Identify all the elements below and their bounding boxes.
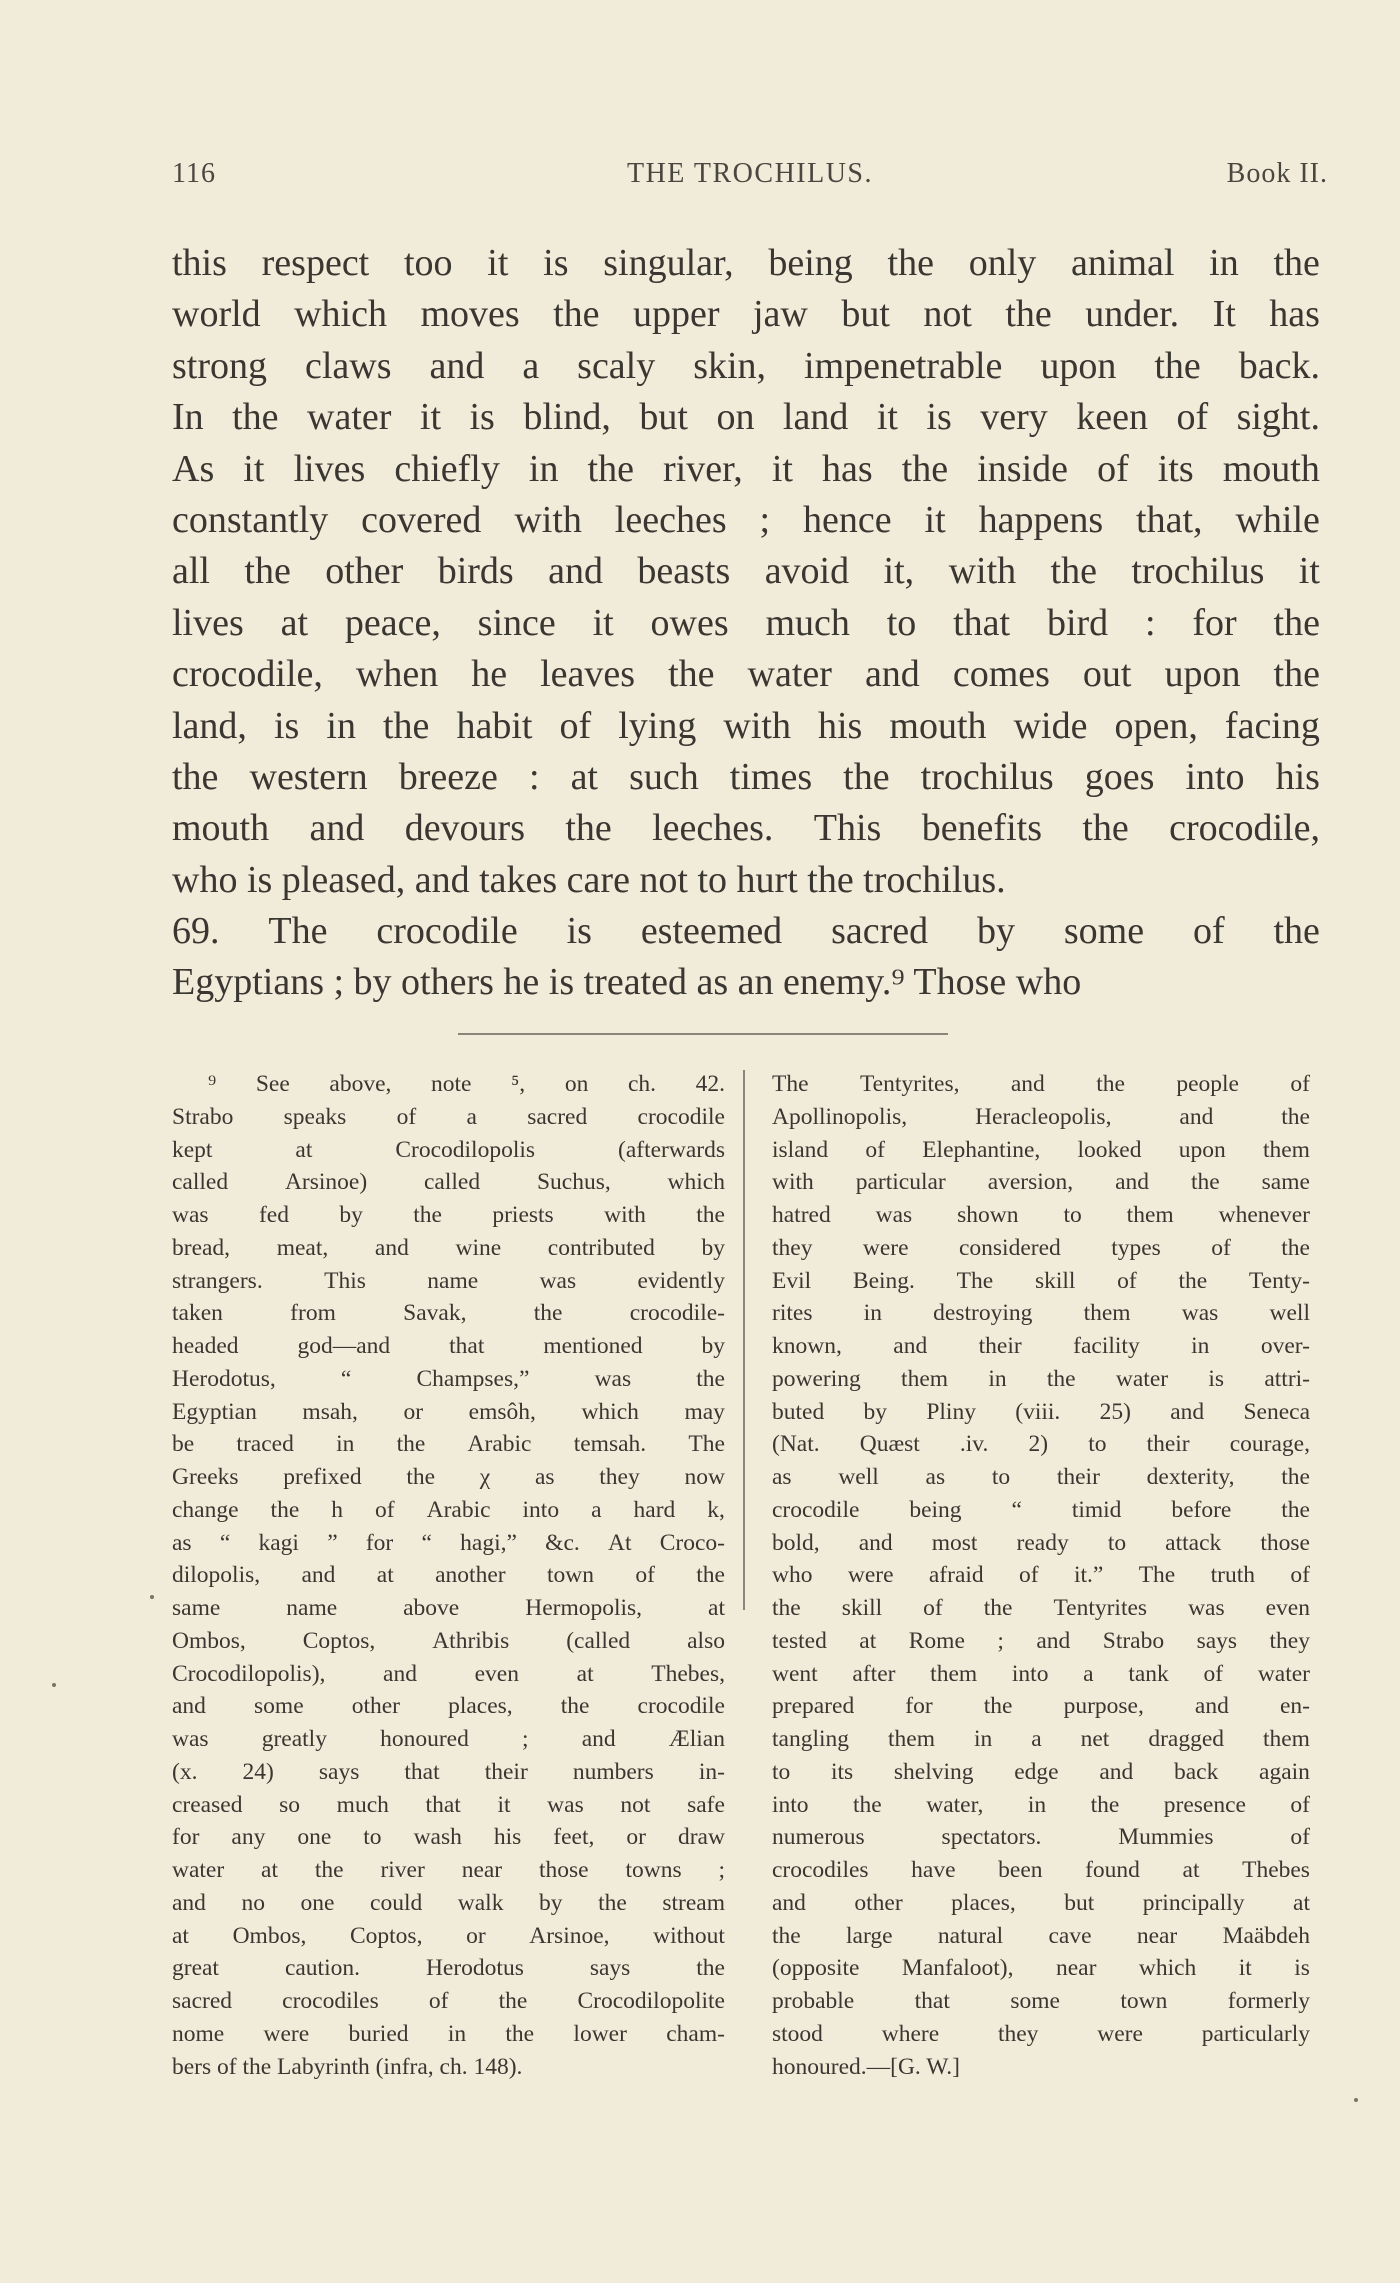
- footnote-right-line: numerous spectators. Mummies of: [772, 1824, 1310, 1851]
- footnote-right-line: the large natural cave near Maäbdeh: [772, 1922, 1310, 1949]
- footnote-right-line: into the water, in the presence of: [772, 1791, 1310, 1818]
- footnote-right-line: rites in destroying them was well: [772, 1300, 1310, 1327]
- footnote-right-line: (Nat. Quæst .iv. 2) to their courage,: [772, 1431, 1310, 1458]
- footnote-left-column: [172, 1068, 725, 2083]
- footnote-left-line: Egyptian msah, or emsôh, which may: [172, 1398, 725, 1425]
- footnote-right-line: as well as to their dexterity, the: [772, 1464, 1310, 1490]
- main-text-line: constantly covered with leeches ; hence it happens that, while: [172, 498, 1320, 541]
- main-text-line: who is pleased, and takes care not to hurt the trochilus.: [172, 858, 1006, 901]
- footnote-rule: [458, 1033, 948, 1035]
- footnote-left-line: for any one to wash his feet, or draw: [172, 1824, 725, 1851]
- footnote-right-line: Evil Being. The skill of the Tenty-: [772, 1267, 1310, 1294]
- footnote-right-column: [772, 1068, 1310, 2083]
- footnote-left-line: headed god—and that mentioned by: [172, 1333, 725, 1359]
- footnote-left-line: taken from Savak, the crocodile-: [172, 1300, 725, 1327]
- column-separator: [743, 1070, 745, 1610]
- footnote-right-line: the skill of the Tentyrites was even: [772, 1595, 1310, 1621]
- footnote-right-line: to its shelving edge and back again: [772, 1758, 1310, 1785]
- footnote-left-line: same name above Hermopolis, at: [172, 1595, 725, 1621]
- main-text-line: In the water it is blind, but on land it is very keen of sight.: [172, 396, 1320, 439]
- footnote-right-line: they were considered types of the: [772, 1234, 1310, 1261]
- footnote-left-line: (x. 24) says that their numbers in-: [172, 1758, 725, 1785]
- footnote-right-line: tangling them in a net dragged them: [772, 1726, 1310, 1752]
- footnote-left-line: water at the river near those towns ;: [172, 1857, 725, 1883]
- main-text-line: land, is in the habit of lying with his mouth wide open, facing: [172, 704, 1320, 747]
- main-text-block: [172, 238, 1320, 1009]
- page-speck: [1354, 2098, 1358, 2102]
- footnote-right-line: crocodile being “ timid before the: [772, 1496, 1310, 1523]
- main-text-line: Egyptians ; by others he is treated as an enemy.⁹ Those who: [172, 961, 1082, 1004]
- footnote-right-line: Apollinopolis, Heracleopolis, and the: [772, 1103, 1310, 1130]
- main-text-line: the western breeze : at such times the trochilus goes into his: [172, 755, 1320, 798]
- footnote-left-line: Crocodilopolis), and even at Thebes,: [172, 1660, 725, 1687]
- main-text-line: all the other birds and beasts avoid it, with the trochilus it: [172, 550, 1320, 593]
- main-text-line: this respect too it is singular, being the only animal in the: [172, 242, 1320, 284]
- footnote-left-line: great caution. Herodotus says the: [172, 1955, 725, 1982]
- footnote-left-line: bers of the Labyrinth (infra, ch. 148).: [172, 2053, 523, 2080]
- footnote-left-line: and no one could walk by the stream: [172, 1889, 725, 1916]
- footnote-right-line: powering them in the water is attri-: [772, 1365, 1310, 1392]
- footnote-left-line: dilopolis, and at another town of the: [172, 1562, 725, 1589]
- footnote-left-line: was greatly honoured ; and Ælian: [172, 1726, 725, 1752]
- footnote-left-line: creased so much that it was not safe: [172, 1791, 725, 1818]
- footnote-left-line: sacred crocodiles of the Crocodilopolite: [172, 1988, 725, 2014]
- footnote-left-line: ⁹ See above, note ⁵, on ch. 42.: [208, 1071, 725, 1097]
- footnote-right-line: known, and their facility in over-: [772, 1333, 1310, 1359]
- footnote-left-line: kept at Crocodilopolis (afterwards: [172, 1136, 725, 1163]
- main-text-line: mouth and devours the leeches. This benefits the crocodile,: [172, 807, 1320, 850]
- footnote-left-line: change the h of Arabic into a hard k,: [172, 1496, 725, 1523]
- footnote-left-line: Strabo speaks of a sacred crocodile: [172, 1103, 725, 1130]
- main-text-line: strong claws and a scaly skin, impenetrable upon the back.: [172, 344, 1320, 387]
- footnote-left-line: Greeks prefixed the χ as they now: [172, 1464, 725, 1490]
- footnote-left-line: called Arsinoe) called Suchus, which: [172, 1169, 725, 1196]
- footnote-right-line: honoured.—[G. W.]: [772, 2053, 960, 2080]
- footnote-right-line: (opposite Manfaloot), near which it is: [772, 1955, 1310, 1982]
- footnote-left-line: be traced in the Arabic temsah. The: [172, 1431, 725, 1458]
- footnote-right-line: went after them into a tank of water: [772, 1660, 1310, 1687]
- footnote-right-line: hatred was shown to them whenever: [772, 1202, 1310, 1228]
- main-text-line: crocodile, when he leaves the water and comes out upon the: [172, 653, 1320, 696]
- footnote-right-line: island of Elephantine, looked upon them: [772, 1136, 1310, 1163]
- footnote-right-line: probable that some town formerly: [772, 1988, 1310, 2014]
- footnote-right-line: stood where they were particularly: [772, 2020, 1310, 2047]
- footnote-left-line: at Ombos, Coptos, or Arsinoe, without: [172, 1922, 725, 1949]
- footnote-right-line: tested at Rome ; and Strabo says they: [772, 1627, 1310, 1654]
- main-text-line: lives at peace, since it owes much to that bird : for the: [172, 601, 1320, 644]
- footnote-right-line: and other places, but principally at: [772, 1889, 1310, 1916]
- footnote-right-line: with particular aversion, and the same: [772, 1169, 1310, 1196]
- footnote-right-line: bold, and most ready to attack those: [772, 1529, 1310, 1556]
- page-speck: [150, 1595, 154, 1599]
- footnote-right-line: buted by Pliny (viii. 25) and Seneca: [772, 1398, 1310, 1425]
- main-text-line: world which moves the upper jaw but not the under. It has: [172, 293, 1320, 336]
- footnote-right-line: who were afraid of it.” The truth of: [772, 1562, 1310, 1589]
- main-text-line: 69. The crocodile is esteemed sacred by some of the: [172, 910, 1320, 953]
- book-label: Book II.: [1226, 158, 1328, 189]
- page-number: 116: [172, 158, 216, 189]
- footnote-left-line: and some other places, the crocodile: [172, 1693, 725, 1720]
- page-speck: [52, 1683, 56, 1687]
- footnote-left-line: Herodotus, “ Champses,” was the: [172, 1365, 725, 1392]
- running-header: [172, 158, 1328, 198]
- footnote-left-line: as “ kagi ” for “ hagi,” &c. At Croco-: [172, 1529, 725, 1556]
- footnote-left-line: strangers. This name was evidently: [172, 1267, 725, 1294]
- footnote-right-line: The Tentyrites, and the people of: [772, 1071, 1310, 1097]
- footnote-left-line: Ombos, Coptos, Athribis (called also: [172, 1627, 725, 1654]
- running-title: THE TROCHILUS.: [626, 158, 874, 189]
- footnote-left-line: bread, meat, and wine contributed by: [172, 1234, 725, 1261]
- footnote-right-line: crocodiles have been found at Thebes: [772, 1857, 1310, 1883]
- main-text-line: As it lives chiefly in the river, it has the inside of its mouth: [172, 447, 1320, 490]
- footnote-left-line: was fed by the priests with the: [172, 1202, 725, 1228]
- footnote-right-line: prepared for the purpose, and en-: [772, 1693, 1310, 1720]
- footnote-left-line: nome were buried in the lower cham-: [172, 2020, 725, 2047]
